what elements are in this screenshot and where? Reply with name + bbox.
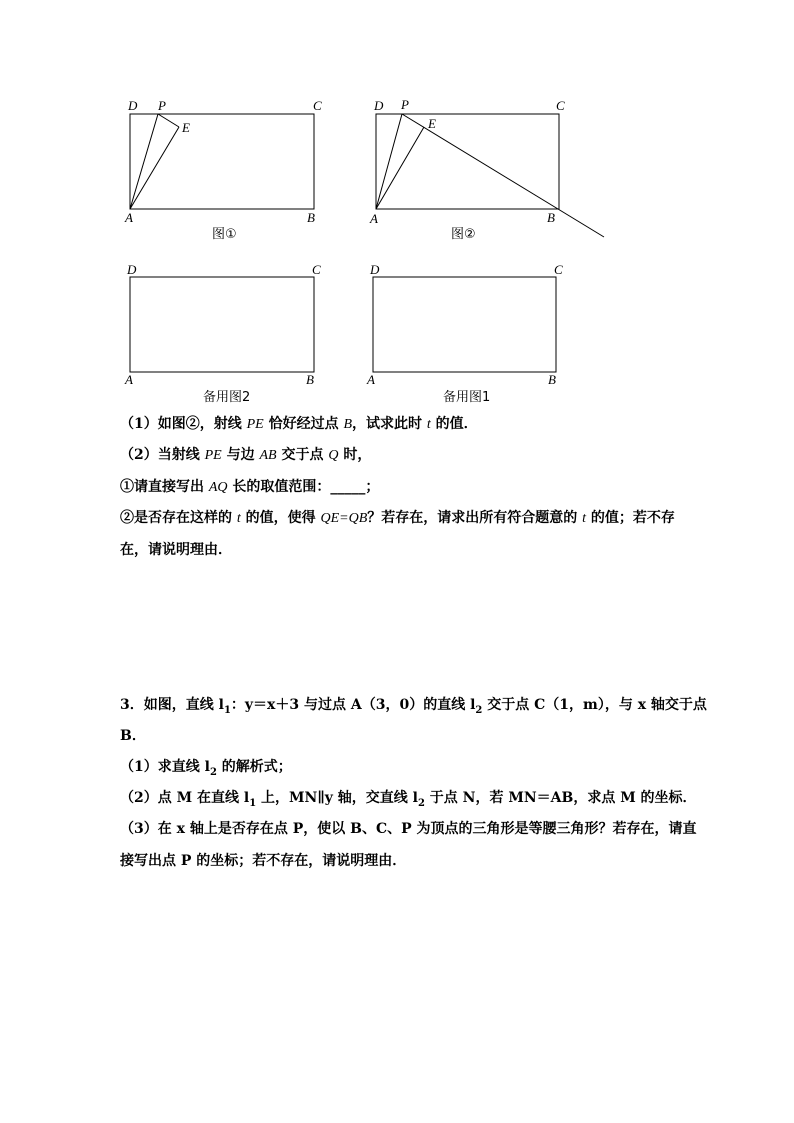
fig2-label-c: C: [556, 98, 565, 113]
figure-1-diagram: [125, 110, 325, 215]
q3-part2: （2）点 M 在直线 $l_1$ 上，MN∥y 轴，交直线 $l_2$ 于点 N，若 MN＝AB，求点 M 的坐标．: [120, 790, 697, 809]
rectangle-abcd: [373, 277, 556, 372]
q2-part2-sub2-cont: 在，请说明理由．: [120, 542, 232, 558]
figure-4-diagram: [367, 273, 567, 378]
fig1-label-d: D: [128, 98, 138, 113]
fig3-label-b: B: [306, 372, 314, 387]
fig2-caption: 图②: [451, 227, 476, 242]
segment-ap: [130, 114, 158, 209]
rectangle-abcd: [130, 114, 314, 209]
fig3-label-a: A: [125, 372, 133, 387]
fig1-label-p: P: [158, 98, 166, 113]
segment-ae: [376, 127, 424, 209]
fig4-caption: 备用图1: [443, 390, 491, 405]
fig2-label-e: E: [428, 116, 436, 131]
ray-pe: [402, 114, 604, 237]
segment-ae: [130, 127, 179, 209]
q3-part3: （3）在 x 轴上是否存在点 P，使以 B、C、P 为顶点的三角形是等腰三角形？若存在，请直: [120, 821, 697, 837]
figure-3-diagram: [125, 273, 325, 378]
fig1-label-b: B: [307, 210, 315, 225]
fig3-label-c: C: [312, 262, 321, 277]
segment-pe: [158, 114, 179, 127]
fig3-label-d: D: [127, 262, 137, 277]
q2-part2-sub2: ②是否存在这样的 t 的值，使得 QE=QB？若存在，请求出所有符合题意的 t 的值；若不存: [120, 510, 675, 526]
q2-part2: （2）当射线 PE 与边 AB 交于点 Q 时，: [120, 447, 372, 463]
fig1-label-e: E: [182, 120, 190, 135]
fig1-label-a: A: [125, 210, 133, 225]
q3-part1: （1）求直线 $l_2$ 的解析式；: [120, 759, 292, 778]
rectangle-abcd: [130, 277, 314, 372]
fig4-label-c: C: [554, 262, 563, 277]
q3-stem-cont: B．: [120, 728, 146, 744]
q3-stem: 3．如图，直线 $l_1$：y＝x＋3 与过点 A（3，0）的直线 $l_2$ 交于点 C（1，m），与 x 轴交于点: [120, 697, 707, 716]
fig1-caption: 图①: [212, 227, 237, 242]
fig1-label-c: C: [313, 98, 322, 113]
fig2-label-a: A: [370, 211, 378, 226]
fig4-label-a: A: [367, 372, 375, 387]
q2-part2-sub1: ①请直接写出 AQ 长的取值范围：_____；: [120, 479, 380, 495]
fig4-label-b: B: [548, 372, 556, 387]
q3-part3-cont: 接写出点 P 的坐标；若不存在，请说明理由．: [120, 853, 407, 869]
fig3-caption: 备用图2: [203, 390, 251, 405]
q2-part1: （1）如图②，射线 PE 恰好经过点 B，试求此时 t 的值．: [120, 416, 478, 432]
fig2-label-d: D: [374, 98, 384, 113]
figure-2-diagram: [370, 110, 610, 240]
fig2-label-b: B: [547, 210, 555, 225]
fig2-label-p: P: [401, 97, 409, 112]
segment-ap: [376, 114, 402, 209]
fig4-label-d: D: [370, 262, 380, 277]
